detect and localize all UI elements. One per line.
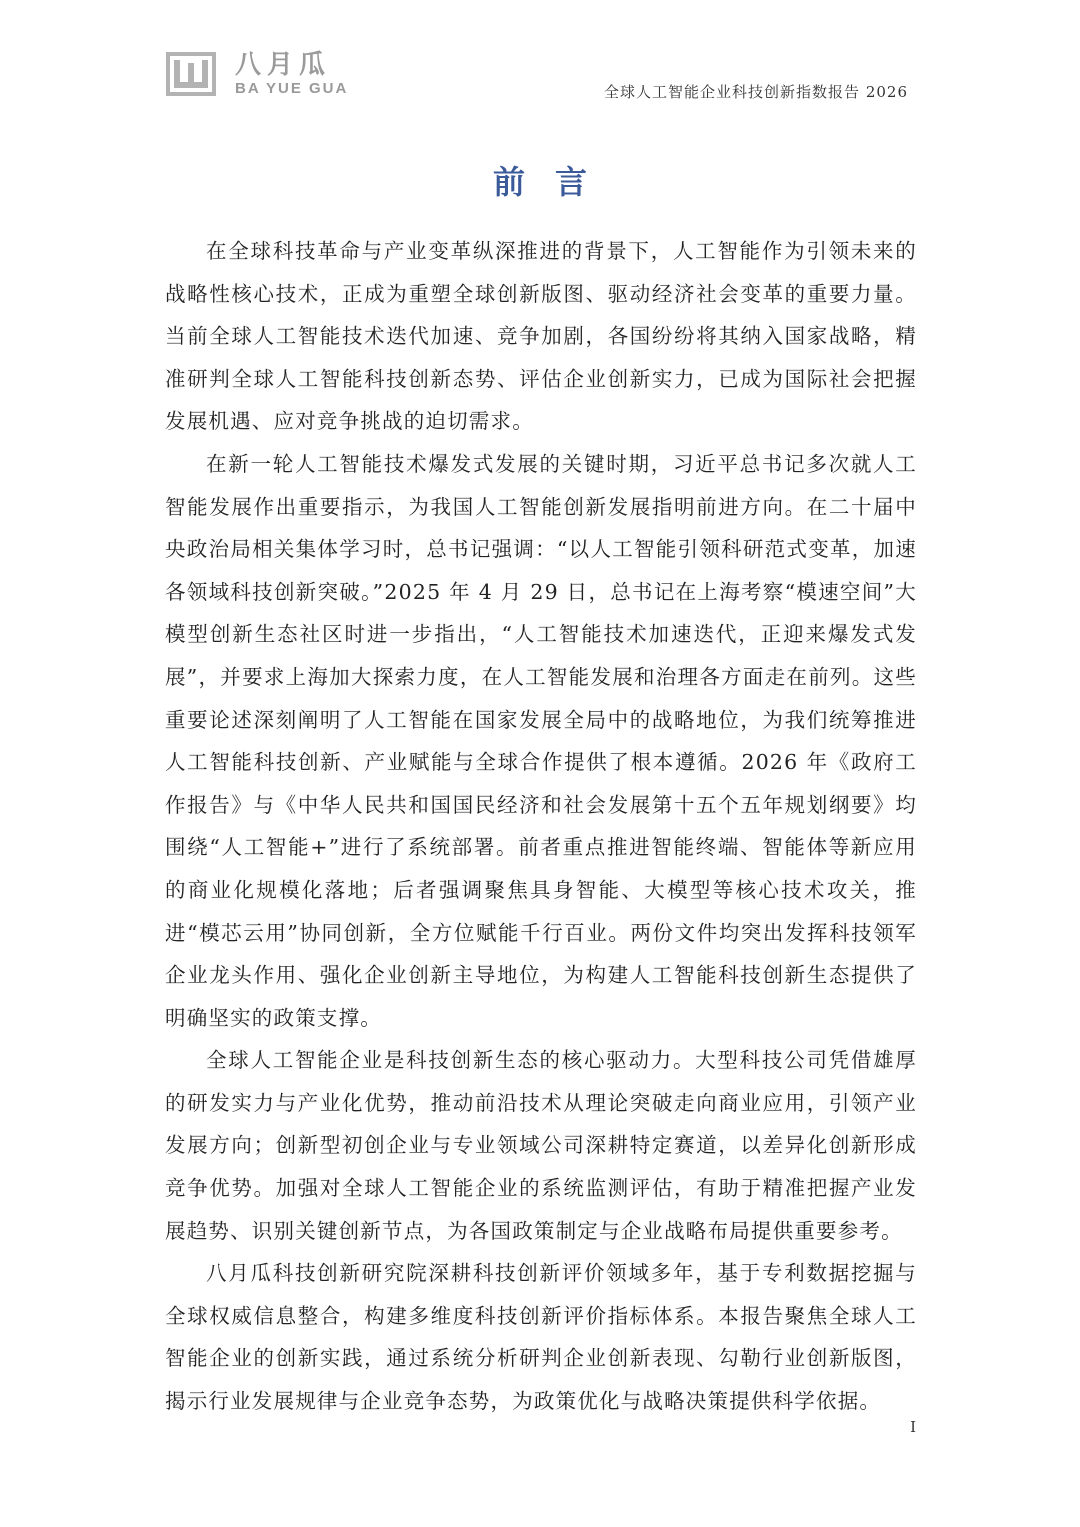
paragraph-1: 在全球科技革命与产业变革纵深推进的背景下，人工智能作为引领未来的战略性核心技术，正成为重塑全球创新版图、驱动经济社会变革的重要力量。当前全球人工智能技术迭代加速、竞争加剧，各国纷纷将其纳入国家战略，精准研判全球人工智能科技创新态势、评估企业创新实力，已成为国际社会把握发展机遇、应对竞争挑战的迫切需求。 bbox=[165, 239, 917, 434]
logo-english-text: BA YUE GUA bbox=[235, 80, 349, 97]
page-number: I bbox=[910, 1418, 916, 1436]
preface-body bbox=[165, 230, 917, 1423]
paragraph-4: 八月瓜科技创新研究院深耕科技创新评价领域多年，基于专利数据挖掘与全球权威信息整合，构建多维度科技创新评价指标体系。本报告聚焦全球人工智能企业的创新实践，通过系统分析研判企业创新表现、勾勒行业创新版图，揭示行业发展规律与企业竞争态势，为政策优化与战略决策提供科学依据。 bbox=[165, 1261, 917, 1414]
report-header-title: 全球人工智能企业科技创新指数报告 2026 bbox=[604, 83, 908, 101]
bayuegua-logo-icon bbox=[165, 51, 217, 97]
logo-chinese-text: 八月瓜 bbox=[235, 50, 332, 80]
paragraph-2: 在新一轮人工智能技术爆发式发展的关键时期，习近平总书记多次就人工智能发展作出重要指示，为我国人工智能创新发展指明前进方向。在二十届中央政治局相关集体学习时，总书记强调：“以人工智能引领科研范式变革，加速各领域科技创新突破。”2025 年 4 月 29 日，总书记在上海考察“模速空间”大模型创新生态社区时进一步指出，“人工智能技术加速迭代，正迎来爆发式发展”，并要求上海加大探索力度，在人工智能发展和治理各方面走在前列。这些重要论述深刻阐明了人工智能在国家发展全局中的战略地位，为我们统筹推进人工智能科技创新、产业赋能与全球合作提供了根本遵循。2026 年《政府工作报告》与《中华人民共和国国民经济和社会发展第十五个五年规划纲要》均围绕“人工智能+”进行了系统部署。前者重点推进智能终端、智能体等新应用的商业化规模化落地；后者强调聚焦具身智能、大模型等核心技术攻关，推进“模芯云用”协同创新，全方位赋能千行百业。两份文件均突出发挥科技领军企业龙头作用、强化企业创新主导地位，为构建人工智能科技创新生态提供了明确坚实的政策支撑。 bbox=[165, 451, 917, 1030]
brand-logo bbox=[165, 50, 348, 98]
page-title: 前言 bbox=[492, 163, 617, 202]
paragraph-3: 全球人工智能企业是科技创新生态的核心驱动力。大型科技公司凭借雄厚的研发实力与产业化优势，推动前沿技术从理论突破走向商业应用，引领产业发展方向；创新型初创企业与专业领域公司深耕特定赛道，以差异化创新形成竞争优势。加强对全球人工智能企业的系统监测评估，有助于精准把握产业发展趋势、识别关键创新节点，为各国政策制定与企业战略布局提供重要参考。 bbox=[165, 1048, 917, 1243]
